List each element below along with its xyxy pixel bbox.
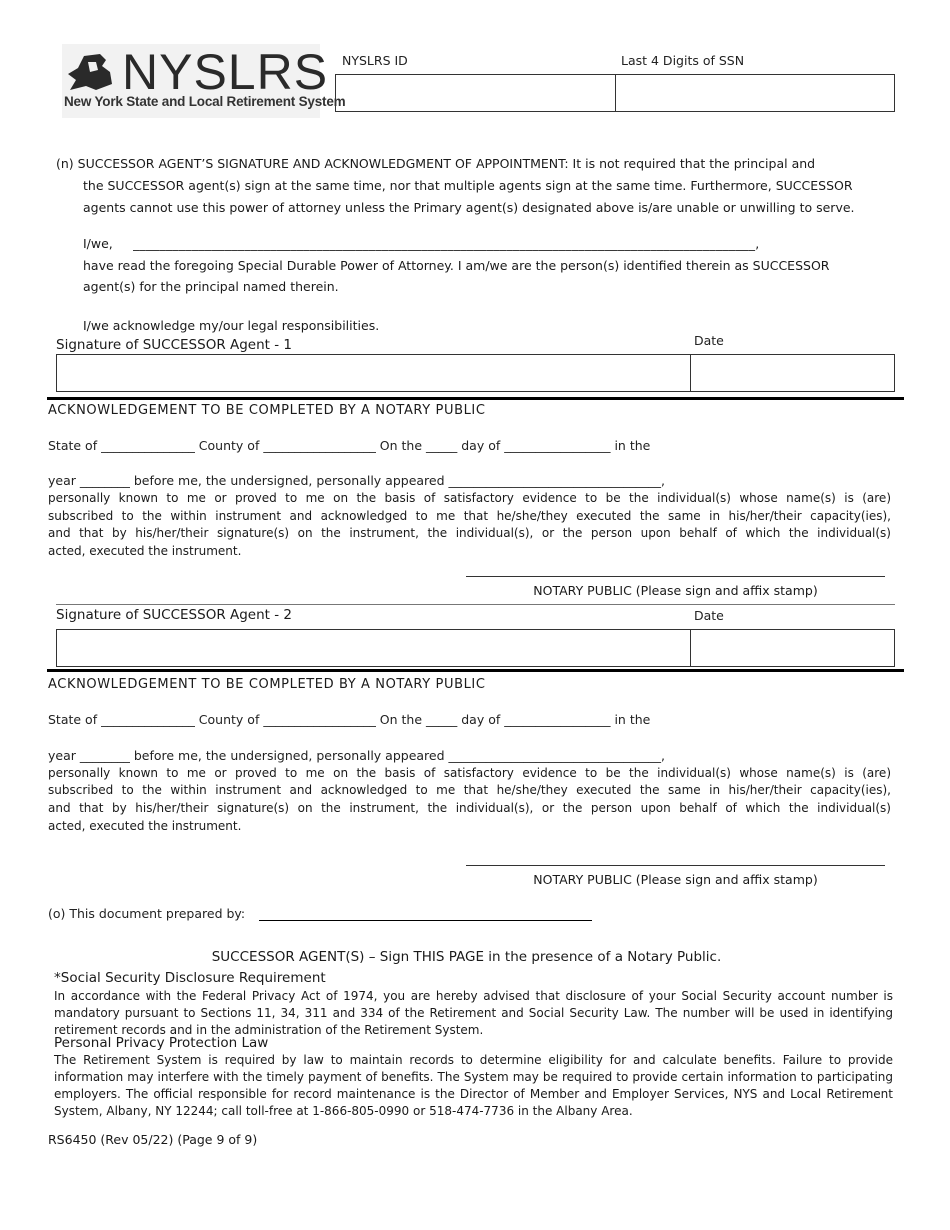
notary1-signature-line[interactable] — [466, 576, 885, 577]
ssn-field[interactable] — [615, 74, 895, 112]
read-line1: have read the foregoing Special Durable Power of Attorney. I am/we are the person(s) identified therein as SUCCESSOR — [83, 258, 830, 273]
prepared-by-field[interactable] — [259, 920, 592, 921]
notary2-body3: and that by his/her/their signature(s) on the instrument, the individual(s), or the person upon behalf of which the individual(s) — [48, 801, 891, 815]
ssn-label: Last 4 Digits of SSN — [621, 53, 745, 68]
notary1-heading: ACKNOWLEDGEMENT TO BE COMPLETED BY A NOTARY PUBLIC — [48, 403, 486, 418]
notary2-state-line[interactable]: State of _______________ County of __________________ On the _____ day of _________________ in the — [48, 712, 651, 727]
iwe-blank[interactable]: _______________________________________________________________________________________________, — [133, 236, 760, 251]
notary1-body1: personally known to me or proved to me on the basis of satisfactory evidence to be the individual(s) whose name(s) is (are) — [48, 491, 891, 505]
section-n-line2: the SUCCESSOR agent(s) sign at the same time, nor that multiple agents sign at the same time. Furthermore, SUCCESSOR — [83, 178, 853, 193]
agent2-date-label: Date — [694, 608, 724, 623]
read-line2: agent(s) for the principal named therein. — [83, 279, 339, 294]
acknowledge-line: I/we acknowledge my/our legal responsibilities. — [83, 318, 380, 333]
section-n-line3: agents cannot use this power of attorney unless the Primary agent(s) designated above is/are unable or unwilling to serve. — [83, 200, 855, 215]
notary2-signature-line[interactable] — [466, 865, 885, 866]
form-number: RS6450 (Rev 05/22) (Page 9 of 9) — [48, 1132, 258, 1147]
ssn-disclosure-title: *Social Security Disclosure Requirement — [54, 970, 326, 986]
instruction-line: SUCCESSOR AGENT(S) – Sign THIS PAGE in the presence of a Notary Public. — [211, 949, 722, 965]
notary1-state-line[interactable]: State of _______________ County of __________________ On the _____ day of _________________ in the — [48, 438, 651, 453]
ssn-disclosure-text: In accordance with the Federal Privacy Act of 1974, you are hereby advised that disclosure of your Social Security account number is mandatory pursuant to Sections 11, 34, 311 and 334 of the Retirement and Social Security Law. The number will be used in identifying retirement records and in the administration of the Retirement System. — [54, 989, 893, 1037]
notary1-body3: and that by his/her/their signature(s) on the instrument, the individual(s), or the person upon behalf of which the individual(s) — [48, 526, 891, 540]
divider — [56, 604, 895, 605]
logo-subtitle: New York State and Local Retirement System — [64, 94, 346, 109]
notary2-body2: subscribed to the within instrument and acknowledged to me that he/she/they executed the same in his/her/their capacity(ies), — [48, 783, 891, 797]
nys-map-icon — [66, 50, 122, 94]
agent2-date-field[interactable] — [690, 629, 895, 667]
notary1-body2: subscribed to the within instrument and acknowledged to me that he/she/they executed the same in his/her/their capacity(ies), — [48, 509, 891, 523]
agent1-date-label: Date — [694, 333, 724, 348]
privacy-text: The Retirement System is required by law to maintain records to determine eligibility for and calculate benefits. Failure to provide information may interfere with the timely payment of benefits. The System may be required to provide certain information to participating employers. The official responsible for record maintenance is the Director of Member and Employer Services, NYS and Local Retirement System, Albany, NY 12244; call toll-free at 1-866-805-0990 or 518-474-7736 in the Albany Area. — [54, 1053, 893, 1118]
agent1-signature-field[interactable] — [56, 354, 691, 392]
notary2-caption: NOTARY PUBLIC (Please sign and affix stamp) — [533, 872, 818, 887]
notary2-heading: ACKNOWLEDGEMENT TO BE COMPLETED BY A NOTARY PUBLIC — [48, 677, 486, 692]
notary2-body4: acted, executed the instrument. — [48, 819, 242, 833]
divider — [47, 669, 904, 672]
section-n-line1: (n) SUCCESSOR AGENT’S SIGNATURE AND ACKNOWLEDGMENT OF APPOINTMENT: It is not required that the principal and — [56, 156, 816, 171]
agent2-signature-label: Signature of SUCCESSOR Agent - 2 — [56, 607, 292, 623]
privacy-title: Personal Privacy Protection Law — [54, 1035, 269, 1051]
notary1-caption: NOTARY PUBLIC (Please sign and affix stamp) — [533, 583, 818, 598]
notary1-year-line[interactable]: year ________ before me, the undersigned, personally appeared __________________________________, — [48, 473, 665, 488]
divider — [47, 397, 904, 400]
notary2-body1: personally known to me or proved to me on the basis of satisfactory evidence to be the individual(s) whose name(s) is (are) — [48, 766, 891, 780]
agent1-date-field[interactable] — [690, 354, 895, 392]
nyslrs-id-label: NYSLRS ID — [342, 53, 408, 68]
notary1-body4: acted, executed the instrument. — [48, 544, 242, 558]
nyslrs-id-field[interactable] — [335, 74, 616, 112]
agent1-signature-label: Signature of SUCCESSOR Agent - 1 — [56, 337, 292, 353]
prepared-by-label: (o) This document prepared by: — [48, 906, 246, 921]
logo: NYSLRS — [122, 44, 329, 100]
agent2-signature-field[interactable] — [56, 629, 691, 667]
notary2-year-line[interactable]: year ________ before me, the undersigned, personally appeared __________________________________, — [48, 748, 665, 763]
iwe-label: I/we, — [83, 236, 113, 251]
